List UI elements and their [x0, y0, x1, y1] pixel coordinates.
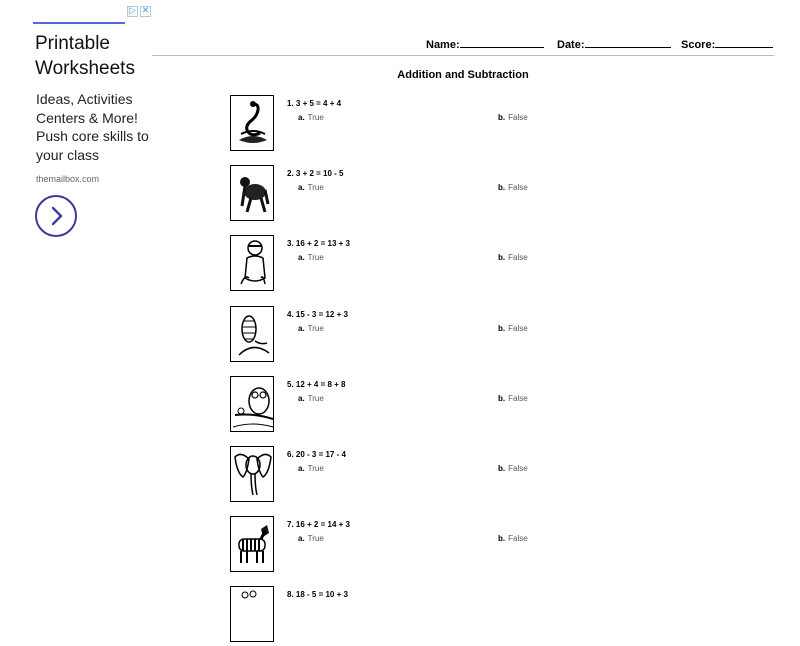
question-item — [230, 165, 630, 225]
question-text: 6. 20 - 3 = 17 - 4 — [287, 450, 346, 459]
question-text: 3. 16 + 2 = 13 + 3 — [287, 239, 350, 248]
ad-domain[interactable]: themailbox.com — [36, 174, 100, 184]
option-true[interactable]: a. True — [298, 183, 324, 192]
question-item — [230, 586, 630, 646]
name-blank — [460, 36, 544, 48]
ad-title[interactable]: Printable Worksheets — [35, 33, 135, 79]
question-item — [230, 235, 630, 295]
question-text: 8. 18 - 5 = 10 + 3 — [287, 590, 348, 599]
zebra-icon — [230, 516, 274, 572]
chimpanzee-icon — [230, 165, 274, 221]
option-false[interactable]: b. False — [498, 113, 528, 122]
monkey-icon — [230, 235, 274, 291]
ad-go-button[interactable] — [35, 195, 77, 237]
date-blank — [585, 36, 671, 48]
option-false[interactable]: b. False — [498, 183, 528, 192]
question-item — [230, 446, 630, 506]
option-true[interactable]: a. True — [298, 253, 324, 262]
date-field — [557, 36, 671, 51]
adchoices-icon[interactable]: ▷ — [127, 6, 138, 17]
score-label: Score: — [681, 39, 716, 51]
question-item — [230, 516, 630, 576]
header-divider — [152, 55, 774, 56]
option-false[interactable]: b. False — [498, 534, 528, 543]
option-true[interactable]: a. True — [298, 324, 324, 333]
option-false[interactable]: b. False — [498, 394, 528, 403]
snake-icon — [230, 95, 274, 151]
score-field — [681, 36, 773, 51]
option-true[interactable]: a. True — [298, 464, 324, 473]
elephant-icon — [230, 446, 274, 502]
chevron-right-icon — [37, 197, 75, 235]
date-label: Date: — [557, 39, 585, 51]
question-item — [230, 306, 630, 366]
name-label: Name: — [426, 39, 460, 51]
animal-icon — [230, 586, 274, 642]
name-field — [426, 36, 544, 51]
option-false[interactable]: b. False — [498, 253, 528, 262]
option-true[interactable]: a. True — [298, 534, 324, 543]
owl-icon — [230, 376, 274, 432]
option-false[interactable]: b. False — [498, 464, 528, 473]
worksheet-title: Addition and Subtraction — [397, 69, 529, 81]
question-text: 5. 12 + 4 = 8 + 8 — [287, 380, 346, 389]
option-true[interactable]: a. True — [298, 113, 324, 122]
question-text: 1. 3 + 5 = 4 + 4 — [287, 99, 342, 108]
question-item — [230, 95, 630, 155]
option-true[interactable]: a. True — [298, 394, 324, 403]
question-text: 7. 16 + 2 = 14 + 3 — [287, 520, 350, 529]
ad-panel[interactable] — [0, 0, 160, 600]
question-text: 4. 15 - 3 = 12 + 3 — [287, 310, 348, 319]
score-blank — [715, 36, 773, 48]
lizard-icon — [230, 306, 274, 362]
ad-close-icon[interactable]: ✕ — [141, 6, 150, 16]
ad-body[interactable]: Ideas, Activities Centers & More! Push core skills to your class — [36, 91, 149, 163]
question-text: 2. 3 + 2 = 10 - 5 — [287, 169, 344, 178]
ad-marks — [127, 6, 151, 17]
question-item — [230, 376, 630, 436]
ad-top-line — [33, 22, 125, 24]
option-false[interactable]: b. False — [498, 324, 528, 333]
